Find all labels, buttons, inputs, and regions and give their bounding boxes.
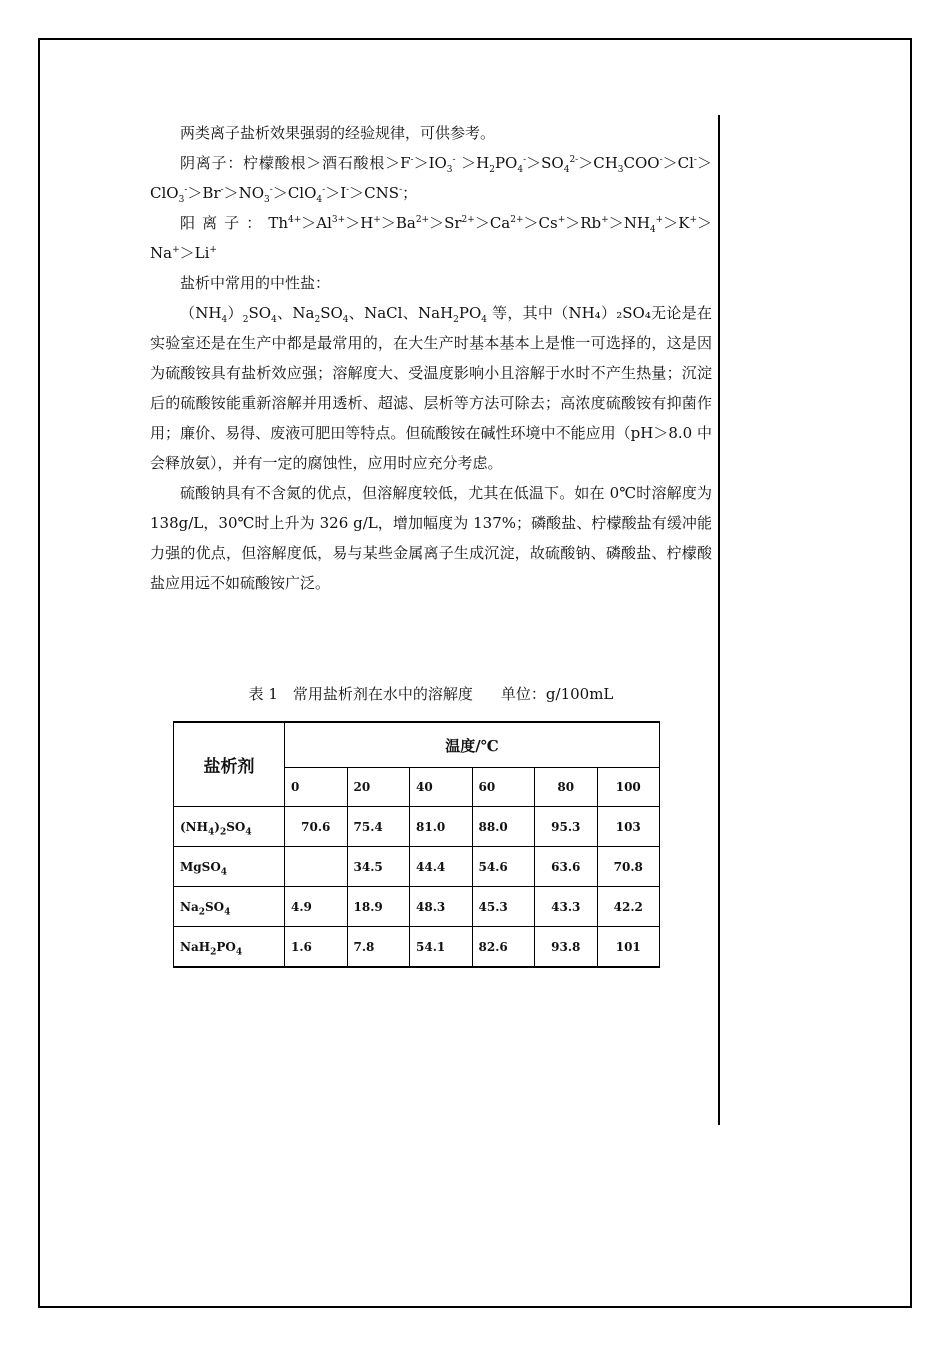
table-row — [174, 887, 660, 927]
sodium-sulfate-paragraph: 硫酸钠具有不含氮的优点，但溶解度较低，尤其在低温下。如在 0℃时溶解度为 138g/L，30℃时上升为 326 g/L，增加幅度为 137%；磷酸盐、柠檬酸盐有缓冲能力强的优点，但溶解度低，易与某些金属离子生成沉淀，故硫酸钠、磷酸盐、柠檬酸盐应用远不如硫酸铵广泛。 — [150, 484, 712, 592]
table-header-row — [174, 722, 660, 768]
value-cell: 81.0 — [410, 807, 473, 847]
value-cell: 103 — [597, 807, 660, 847]
value-cell: 70.8 — [597, 847, 660, 887]
value-cell: 101 — [597, 927, 660, 968]
temperature-header: 温度/℃ — [285, 722, 660, 768]
value-cell — [285, 847, 348, 887]
value-cell: 4.9 — [285, 887, 348, 927]
intro-paragraph: 两类离子盐析效果强弱的经验规律，可供参考。 — [180, 124, 496, 142]
value-cell: 45.3 — [472, 887, 535, 927]
value-cell: 34.5 — [347, 847, 410, 887]
value-cell: 70.6 — [285, 807, 348, 847]
value-cell: 54.1 — [410, 927, 473, 968]
solubility-table — [173, 721, 660, 968]
table-row — [174, 807, 660, 847]
agent-cell: $Na_2SO_4$ — [174, 887, 285, 927]
value-cell: 95.3 — [535, 807, 598, 847]
anion-series: 阴离子：柠檬酸根＞酒石酸根$>F^->IO_3^- >H_2PO_4^->SO_4^{2-}>CH_3COO^->Cl^->ClO_3^->Br^->NO_3^->ClO_4^->I^->CNS^-$； — [150, 154, 712, 205]
value-cell: 44.4 — [410, 847, 473, 887]
value-cell: 93.8 — [535, 927, 598, 968]
margin-rule — [718, 115, 720, 1125]
value-cell: 18.9 — [347, 887, 410, 927]
agent-header: 盐析剂 — [174, 722, 285, 807]
temp-cell: 0 — [285, 768, 348, 807]
temp-cell: 80 — [535, 768, 598, 807]
value-cell: 75.4 — [347, 807, 410, 847]
caption-label: 表 1 常用盐析剂在水中的溶解度 — [248, 685, 473, 703]
table-row — [174, 847, 660, 887]
cation-series: 阳离子：$Th^{4+}>Al^{3+}>H^+>Ba^{2+}>Sr^{2+}>Ca^{2+}>Cs^+>Rb^+>NH_4^+>K^+>Na^+>Li^+$ — [150, 214, 712, 262]
neutral-salts-title: 盐析中常用的中性盐： — [180, 274, 331, 292]
value-cell: 7.8 — [347, 927, 410, 968]
caption-unit: 单位：g/100mL — [500, 685, 614, 703]
temp-cell: 100 — [597, 768, 660, 807]
value-cell: 82.6 — [472, 927, 535, 968]
value-cell: 43.3 — [535, 887, 598, 927]
value-cell: 63.6 — [535, 847, 598, 887]
value-cell: 42.2 — [597, 887, 660, 927]
value-cell: 54.6 — [472, 847, 535, 887]
agent-cell: $(NH_4)_2SO_4$ — [174, 807, 285, 847]
cation-label: 阳离子： — [180, 214, 269, 232]
anion-label: 阴离子： — [180, 154, 244, 172]
ammonium-paragraph-text: 等，其中（NH₄）₂SO₄无论是在实验室还是在生产中都是最常用的，在大生产时基本基本上是惟一可选择的，这是因为硫酸铵具有盐析效应强；溶解度大、受温度影响小且溶解于水时不产生热量；沉淀后的硫酸铵能重新溶解并用透析、超滤、层析等方法可除去；高浓度硫酸铵有抑菌作用；廉价、易得、废液可肥田等特点。但硫酸铵在碱性环境中不能应用（pH＞8.0 中会释放氨），并有一定的腐蚀性，应用时应充分考虑。 — [150, 304, 712, 472]
value-cell: 48.3 — [410, 887, 473, 927]
temp-cell: 60 — [472, 768, 535, 807]
agent-cell: MgSO$_4$ — [174, 847, 285, 887]
table-caption — [150, 682, 712, 706]
table-row — [174, 927, 660, 968]
ammonium-paragraph: $(NH_4)_2SO_4$、$Na_2SO_4$、NaCl、$NaH_2PO_4$ 等，其中（NH₄）₂SO₄无论是在实验室还是在生产中都是最常用的，在大生产时基本基本上是惟一可选择的，这是因为硫酸铵具有盐析效应强；溶解度大、受温度影响小且溶解于水时不产生热量；沉淀后的硫酸铵能重新溶解并用透析、超滤、层析等方法可除去；高浓度硫酸铵有抑菌作用；廉价、易得、废液可肥田等特点。但硫酸铵在碱性环境中不能应用（pH＞8.0 中会释放氨），并有一定的腐蚀性，应用时应充分考虑。 — [150, 304, 712, 472]
temp-cell: 40 — [410, 768, 473, 807]
value-cell: 88.0 — [472, 807, 535, 847]
body-text — [150, 118, 712, 598]
agent-cell: $NaH_2PO_4$ — [174, 927, 285, 968]
value-cell: 1.6 — [285, 927, 348, 968]
temp-cell: 20 — [347, 768, 410, 807]
